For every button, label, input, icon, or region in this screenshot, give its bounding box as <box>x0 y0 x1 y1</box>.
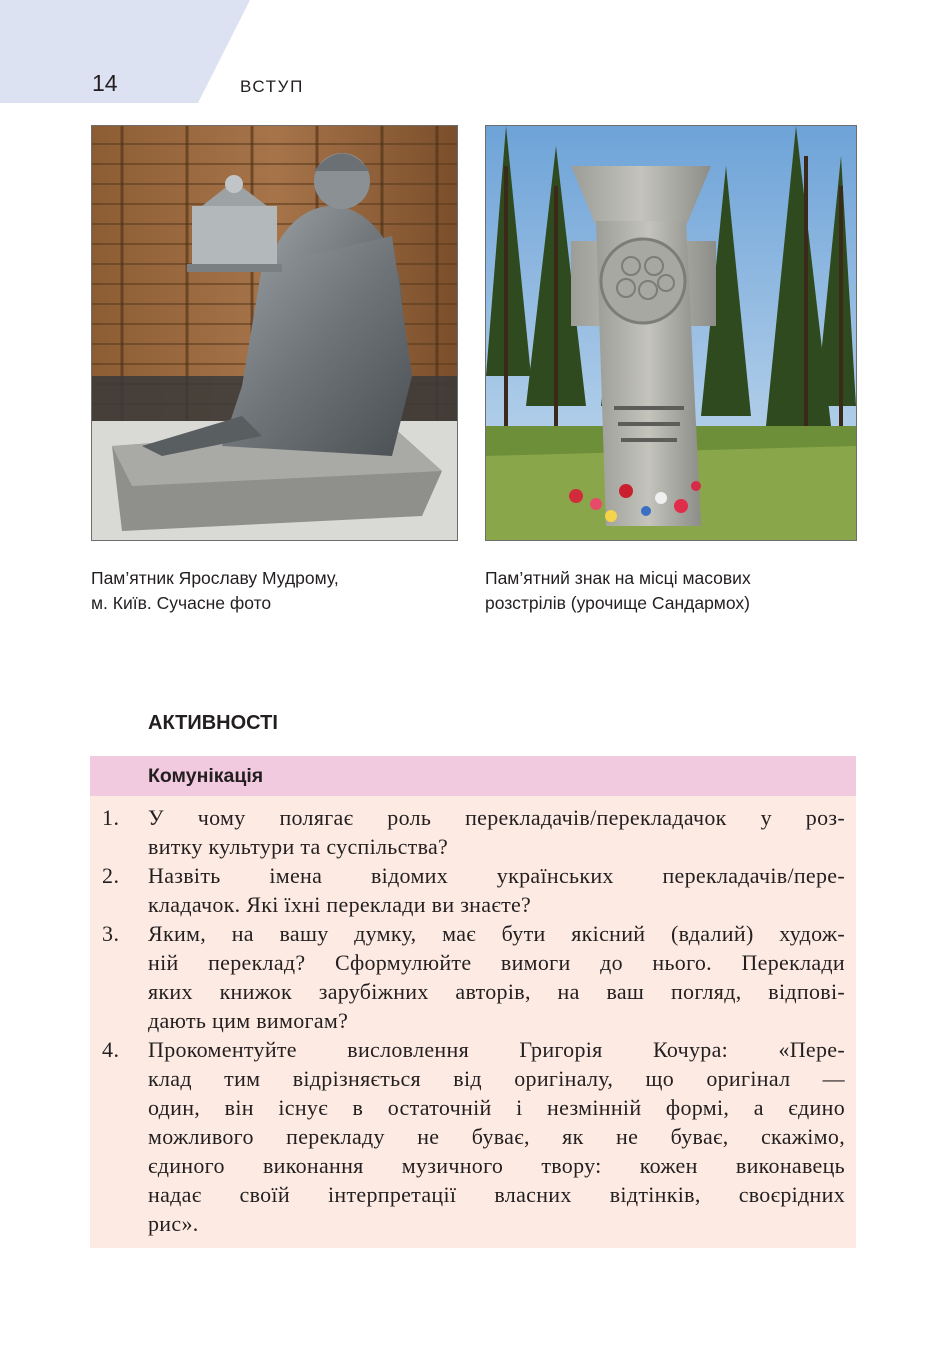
communication-activity-box <box>90 756 856 1248</box>
question-line: можливого перекладу не буває, як не буває, скажімо, <box>148 1124 845 1149</box>
question-item <box>90 803 845 861</box>
question-line: кладачок. Які їхні переклади ви знаєте? <box>148 892 532 917</box>
question-item <box>90 861 845 919</box>
question-line: Назвіть імена відомих українських перекладачів/пере- <box>148 863 845 888</box>
question-line: У чому полягає роль перекладачів/перекладачок у роз- <box>148 805 845 830</box>
corner-tab-decoration <box>0 0 250 103</box>
caption-line: Пам’ятний знак на місці масових <box>485 568 751 588</box>
figure-caption-left <box>91 566 461 616</box>
question-line: надає своїй інтерпретації власних відтінків, своєрідних <box>148 1182 845 1207</box>
question-number: 4. <box>102 1037 120 1062</box>
question-line: витку культури та суспільства? <box>148 834 449 859</box>
activity-header-band <box>90 756 856 796</box>
question-line: рис». <box>148 1211 199 1236</box>
sandarmokh-memorial-photo <box>485 125 857 541</box>
question-line: клад тим відрізняється від оригіналу, що оригінал — <box>148 1066 845 1091</box>
question-line: Яким, на вашу думку, має бути якісний (вдалий) худож- <box>148 921 845 946</box>
section-title: ВСТУП <box>240 77 304 96</box>
caption-line: м. Київ. Сучасне фото <box>91 593 272 613</box>
activity-title: Комунікація <box>148 765 264 787</box>
question-line: Прокоментуйте висловлення Григорія Кочура: «Пере- <box>148 1037 845 1062</box>
yaroslav-monument-photo <box>91 125 458 541</box>
question-number: 2. <box>102 863 120 888</box>
question-item <box>90 919 845 1035</box>
page-number: 14 <box>92 70 118 96</box>
question-line: один, він існує в остаточній і незмінній формі, а єдино <box>148 1095 845 1120</box>
question-line: єдиного виконання музичного твору: кожен виконавець <box>148 1153 845 1178</box>
question-line: ній переклад? Сформулюйте вимоги до нього. Переклади <box>148 950 845 975</box>
question-number: 1. <box>102 805 120 830</box>
question-item <box>90 1035 845 1238</box>
figure-caption-right <box>485 566 865 616</box>
caption-line: розстрілів (урочище Сандармох) <box>485 593 750 613</box>
question-line: яких книжок зарубіжних авторів, на ваш погляд, відпові- <box>148 979 845 1004</box>
question-number: 3. <box>102 921 120 946</box>
question-list <box>90 803 856 1238</box>
question-line: дають цим вимогам? <box>148 1008 349 1033</box>
caption-line: Пам’ятник Ярославу Мудрому, <box>91 568 339 588</box>
activities-heading: АКТИВНОСТІ <box>148 712 278 734</box>
